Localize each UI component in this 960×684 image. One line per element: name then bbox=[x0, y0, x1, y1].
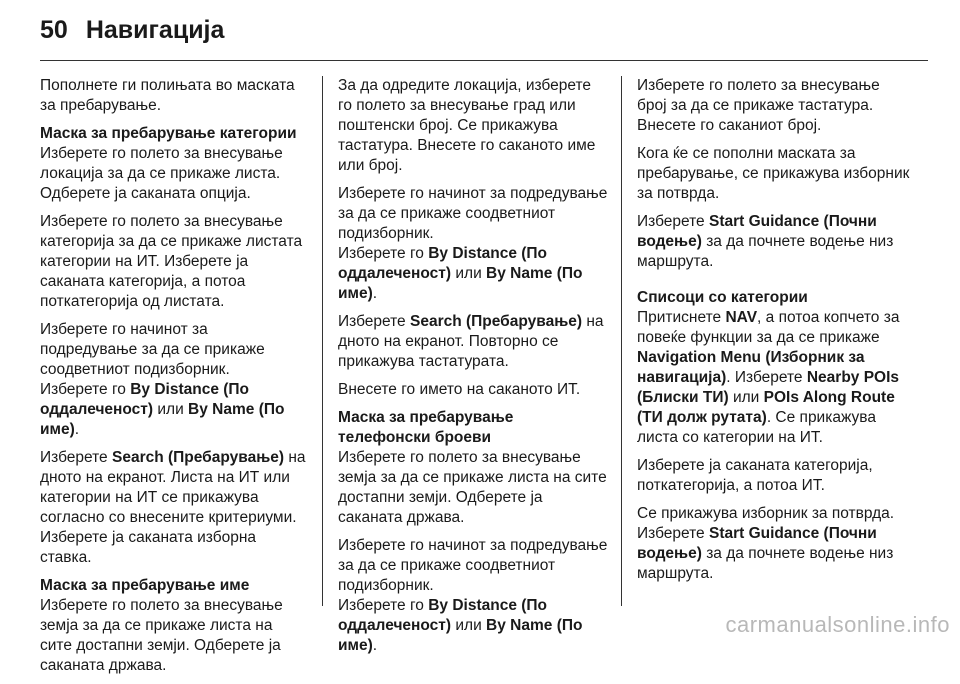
menu-option-search: Search (Пребарување) bbox=[409, 313, 583, 330]
menu-option-by-distance: By Distance (По оддалеченост) bbox=[338, 245, 548, 282]
paragraph: Изберете Search (Пребарување) на дното на екранот. Листа на ИТ или категории на ИТ се прикажува согласно со внесените критериуми. Изберете ја саканата изборна ставка. bbox=[40, 449, 306, 566]
paragraph: Изберете го By Distance (По оддалеченост) или By Name (По име). bbox=[338, 245, 583, 302]
column-divider bbox=[322, 76, 323, 606]
menu-option-navigation-menu: Navigation Menu (Изборник за навигација) bbox=[637, 349, 865, 386]
menu-option-start-guidance: Start Guidance (Почни водење) bbox=[637, 525, 877, 562]
header-divider bbox=[40, 60, 928, 61]
paragraph: Изберете го полето за внесување категорија за да се прикаже листата категории на ИТ. Изберете ја саканата категорија, а потоа поткатегорија од листата. bbox=[40, 213, 303, 310]
paragraph: Пополнете ги полињата во маската за пребарување. bbox=[40, 77, 295, 114]
menu-option-by-name: By Name (По име) bbox=[338, 265, 583, 302]
paragraph: Изберете го полето за внесување број за да се прикаже тастатура. Внесете го саканиот број. bbox=[637, 77, 880, 134]
menu-option-start-guidance: Start Guidance (Почни водење) bbox=[637, 213, 877, 250]
section-heading: Списоци со категории bbox=[637, 289, 808, 306]
paragraph: Изберете го начинот за подредување за да се прикаже соодветниот подизборник. bbox=[338, 537, 608, 594]
menu-option-by-name: By Name (По име) bbox=[338, 617, 583, 654]
paragraph: Притиснете NAV, а потоа копчето за повеќе функции за да се прикаже Navigation Menu (Изборник за навигација). Изберете Nearby POIs (Блиски ТИ) или POIs Along Route (ТИ долж рутата). Се прикажува листа со категории на ИТ. bbox=[637, 309, 900, 446]
page-number: 50 bbox=[40, 16, 68, 44]
paragraph: Се прикажува изборник за потврда. Изберете Start Guidance (Почни водење) за да почнете водење низ маршрута. bbox=[637, 505, 895, 582]
text-column-2 bbox=[338, 76, 608, 664]
paragraph: Изберете го начинот за подредување за да се прикаже соодветниот подизборник. bbox=[40, 321, 265, 378]
paragraph: Изберете ја саканата категорија, поткатегорија, а потоа ИТ. bbox=[637, 457, 873, 494]
page-header bbox=[40, 16, 224, 56]
section-heading: Маска за пребарување телефонски броеви bbox=[338, 409, 514, 446]
paragraph: Внесете го името на саканото ИТ. bbox=[338, 381, 581, 398]
text-column-3 bbox=[637, 76, 910, 592]
paragraph: Изберете го By Distance (По оддалеченост) или By Name (По име). bbox=[40, 381, 285, 438]
paragraph: Изберете Start Guidance (Почни водење) за да почнете водење низ маршрута. bbox=[637, 213, 894, 270]
paragraph: Изберете го полето за внесување земја за да се прикаже листа на сите достапни земји. Одберете ја саканата држава. bbox=[338, 449, 607, 526]
menu-option-nearby-pois: Nearby POIs (Блиски ТИ) bbox=[637, 369, 900, 406]
menu-option-pois-along-route: POIs Along Route (ТИ долж рутата) bbox=[637, 389, 895, 426]
nav-key: NAV bbox=[725, 309, 758, 326]
paragraph: Кога ќе се пополни маската за пребарување, се прикажува изборник за потврда. bbox=[637, 145, 910, 202]
paragraph: Изберете Search (Пребарување) на дното на екранот. Повторно се прикажува тастатурата. bbox=[338, 313, 604, 370]
menu-option-search: Search (Пребарување) bbox=[111, 449, 285, 466]
paragraph: Изберете го начинот за подредување за да се прикаже соодветниот подизборник. bbox=[338, 185, 608, 242]
text-column-1 bbox=[40, 76, 308, 684]
section-heading: Маска за пребарување име bbox=[40, 577, 250, 594]
paragraph: Изберете го By Distance (По оддалеченост) или By Name (По име). bbox=[338, 597, 583, 654]
page-title: Навигација bbox=[85, 16, 225, 44]
menu-option-by-distance: By Distance (По оддалеченост) bbox=[40, 381, 250, 418]
watermark: carmanualsonline.info bbox=[725, 612, 950, 637]
column-divider bbox=[621, 76, 622, 606]
paragraph: Изберете го полето за внесување земја за да се прикаже листа на сите достапни земји. Одберете ја саканата држава. bbox=[40, 597, 283, 674]
menu-option-by-distance: By Distance (По оддалеченост) bbox=[338, 597, 548, 634]
paragraph: Изберете го полето за внесување локација за да се прикаже листа. Одберете ја саканата опција. bbox=[40, 145, 283, 202]
section-heading: Маска за пребарување категории bbox=[40, 125, 297, 142]
paragraph: За да одредите локација, изберете го полето за внесување град или поштенски број. Се прикажува тастатура. Внесете го саканото име или број. bbox=[338, 77, 596, 174]
menu-option-by-name: By Name (По име) bbox=[40, 401, 285, 438]
